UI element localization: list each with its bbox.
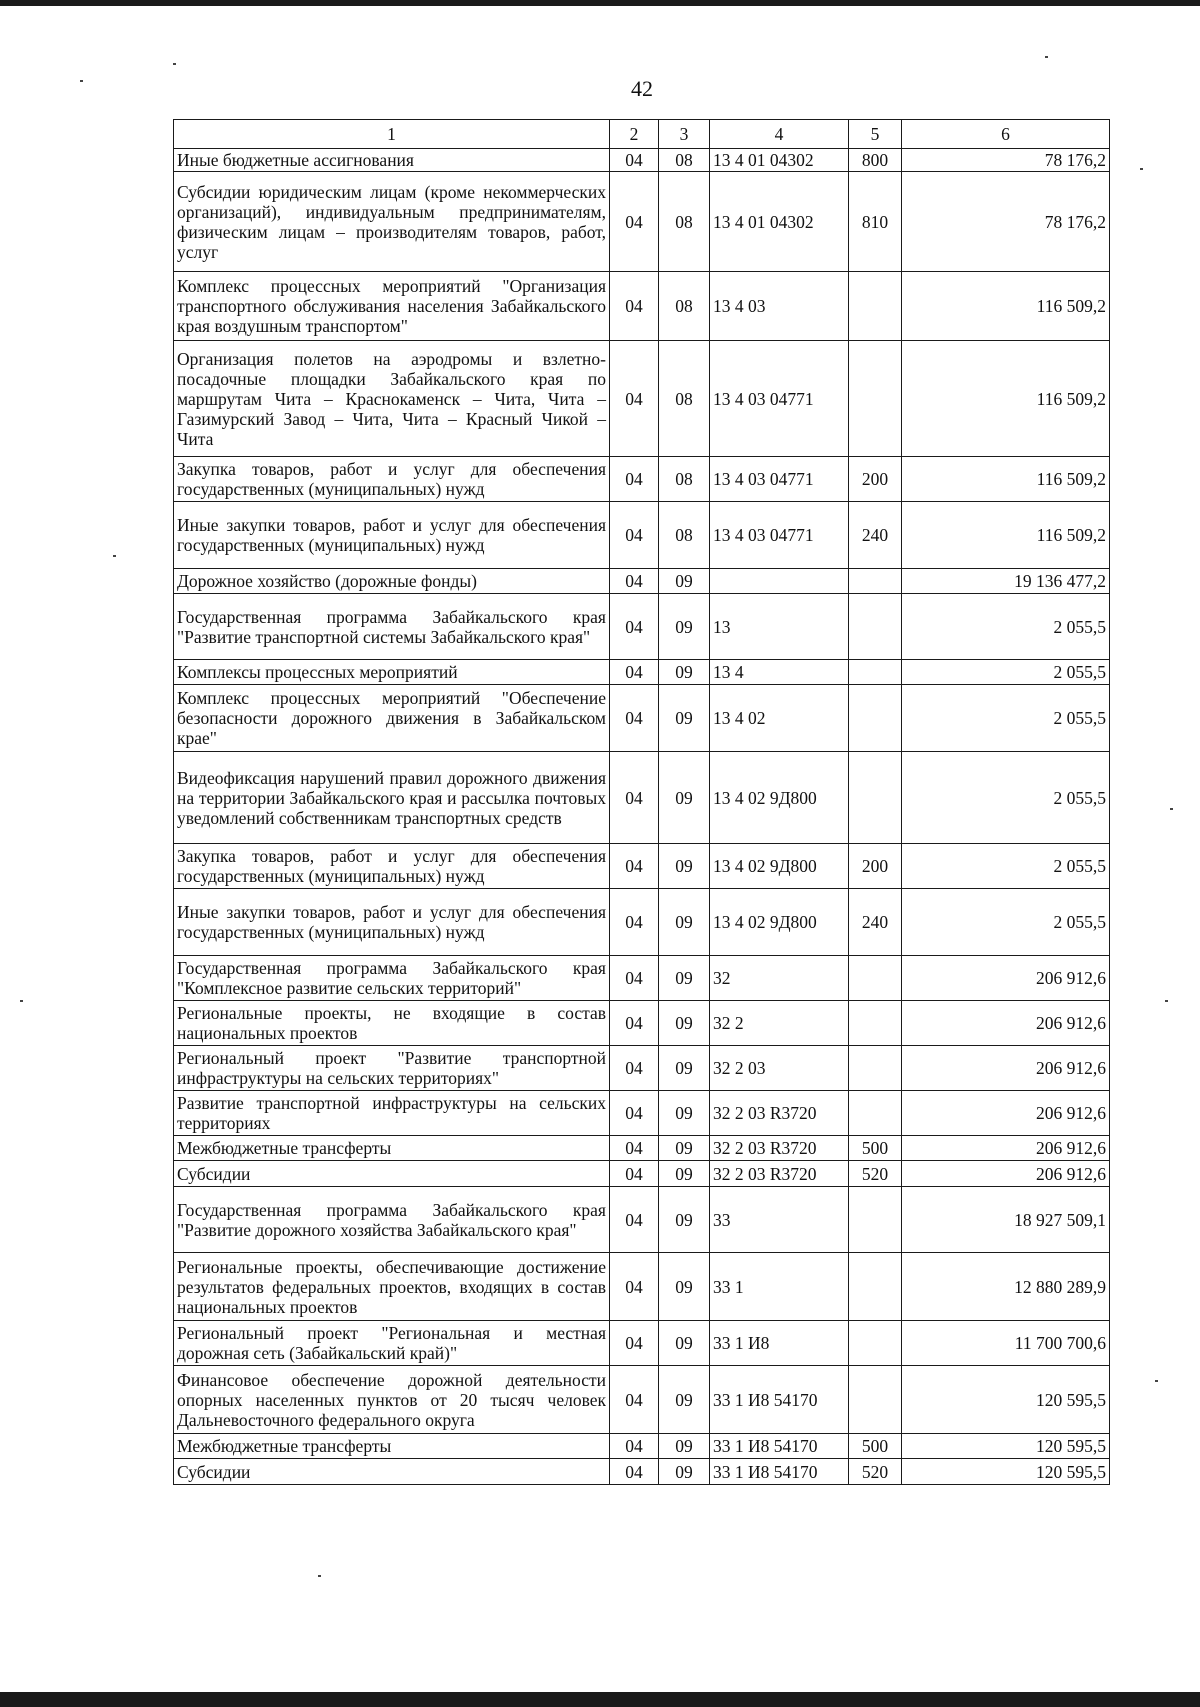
row-expense-type [849,752,902,844]
row-expense-type: 200 [849,844,902,889]
row-amount: 12 880 289,9 [902,1253,1110,1321]
row-subsection: 08 [659,149,710,172]
row-subsection: 09 [659,1434,710,1459]
row-subsection: 09 [659,1253,710,1321]
budget-table-body [174,120,1110,1485]
row-name: Иные закупки товаров, работ и услуг для обеспечения государственных (муниципальных) нужд [174,502,610,569]
table-row [174,752,1110,844]
row-amount: 206 912,6 [902,1046,1110,1091]
row-subsection: 08 [659,172,710,272]
page-number: 42 [631,76,653,101]
table-row [174,685,1110,752]
scan-speck [1170,808,1173,810]
row-amount: 11 700 700,6 [902,1321,1110,1366]
row-amount: 116 509,2 [902,341,1110,457]
row-expense-type: 240 [849,889,902,956]
row-target-article: 32 2 03 [710,1046,849,1091]
row-target-article: 32 2 03 R3720 [710,1161,849,1187]
row-section: 04 [610,457,659,502]
table-row [174,1046,1110,1091]
table-row [174,1001,1110,1046]
row-name: Видеофиксация нарушений правил дорожного движения на территории Забайкальского края и рассылка почтовых уведомлений собственникам транспортных средств [174,752,610,844]
row-subsection: 09 [659,569,710,594]
table-row [174,844,1110,889]
row-section: 04 [610,594,659,660]
row-name: Развитие транспортной инфраструктуры на сельских территориях [174,1091,610,1136]
row-amount: 120 595,5 [902,1366,1110,1434]
scan-border-top [0,0,1200,6]
row-subsection: 09 [659,1187,710,1253]
row-target-article: 13 4 [710,660,849,685]
row-target-article: 13 4 03 04771 [710,502,849,569]
row-subsection: 09 [659,956,710,1001]
header-col-1: 1 [174,120,610,149]
row-target-article: 13 4 03 04771 [710,457,849,502]
row-subsection: 08 [659,341,710,457]
row-target-article: 32 2 03 R3720 [710,1091,849,1136]
row-name: Дорожное хозяйство (дорожные фонды) [174,569,610,594]
row-subsection: 09 [659,1046,710,1091]
row-section: 04 [610,889,659,956]
table-row [174,660,1110,685]
row-section: 04 [610,844,659,889]
row-name: Иные бюджетные ассигнования [174,149,610,172]
row-subsection: 09 [659,1161,710,1187]
row-target-article: 13 4 01 04302 [710,172,849,272]
row-target-article: 33 1 [710,1253,849,1321]
row-section: 04 [610,1187,659,1253]
row-target-article: 32 [710,956,849,1001]
row-target-article: 13 4 02 9Д800 [710,889,849,956]
row-expense-type: 520 [849,1459,902,1485]
row-target-article: 33 1 И8 54170 [710,1366,849,1434]
row-amount: 2 055,5 [902,660,1110,685]
scan-speck [1155,1380,1158,1382]
budget-table [173,119,1110,1485]
row-name: Организация полетов на аэродромы и взлетно-посадочные площадки Забайкальского края по маршрутам Чита – Краснокаменск – Чита, Чита – Газимурский Завод – Чита, Чита – Красный Чикой – Чита [174,341,610,457]
table-row [174,1091,1110,1136]
row-target-article: 13 4 02 9Д800 [710,752,849,844]
table-row [174,1161,1110,1187]
row-expense-type: 240 [849,502,902,569]
row-expense-type [849,272,902,341]
row-section: 04 [610,660,659,685]
row-section: 04 [610,1366,659,1434]
row-section: 04 [610,685,659,752]
scan-speck [80,80,83,82]
row-section: 04 [610,1136,659,1161]
row-expense-type [849,594,902,660]
row-amount: 206 912,6 [902,1161,1110,1187]
row-section: 04 [610,272,659,341]
row-expense-type [849,569,902,594]
row-amount: 2 055,5 [902,594,1110,660]
table-row [174,172,1110,272]
row-section: 04 [610,341,659,457]
row-expense-type [849,1366,902,1434]
scan-speck [1165,1000,1168,1002]
table-row [174,502,1110,569]
table-row [174,1321,1110,1366]
row-amount: 120 595,5 [902,1434,1110,1459]
scan-speck [20,1000,23,1002]
scan-speck [1045,56,1048,58]
row-section: 04 [610,752,659,844]
row-section: 04 [610,569,659,594]
row-amount: 2 055,5 [902,844,1110,889]
row-subsection: 08 [659,272,710,341]
row-target-article: 13 4 03 04771 [710,341,849,457]
row-amount: 206 912,6 [902,1136,1110,1161]
row-expense-type: 500 [849,1136,902,1161]
row-subsection: 09 [659,1136,710,1161]
table-row [174,341,1110,457]
row-expense-type: 500 [849,1434,902,1459]
scan-speck [318,1575,321,1577]
row-subsection: 09 [659,660,710,685]
row-subsection: 08 [659,502,710,569]
table-row [174,149,1110,172]
row-name: Комплекс процессных мероприятий "Обеспечение безопасности дорожного движения в Забайкальском крае" [174,685,610,752]
row-subsection: 09 [659,752,710,844]
row-subsection: 08 [659,457,710,502]
row-section: 04 [610,1091,659,1136]
row-subsection: 09 [659,1091,710,1136]
row-target-article: 13 4 01 04302 [710,149,849,172]
row-name: Иные закупки товаров, работ и услуг для обеспечения государственных (муниципальных) нужд [174,889,610,956]
row-amount: 2 055,5 [902,685,1110,752]
row-subsection: 09 [659,1321,710,1366]
row-expense-type [849,1001,902,1046]
row-amount: 116 509,2 [902,457,1110,502]
row-section: 04 [610,502,659,569]
row-subsection: 09 [659,844,710,889]
row-name: Региональный проект "Развитие транспортной инфраструктуры на сельских территориях" [174,1046,610,1091]
row-section: 04 [610,149,659,172]
row-name: Комплексы процессных мероприятий [174,660,610,685]
row-section: 04 [610,172,659,272]
table-row [174,956,1110,1001]
table-row [174,1253,1110,1321]
row-target-article: 32 2 03 R3720 [710,1136,849,1161]
table-row [174,1187,1110,1253]
row-amount: 18 927 509,1 [902,1187,1110,1253]
row-name: Комплекс процессных мероприятий "Организация транспортного обслуживания населения Забайкальского края воздушным транспортом" [174,272,610,341]
row-name: Государственная программа Забайкальского края "Комплексное развитие сельских территорий" [174,956,610,1001]
header-col-4: 4 [710,120,849,149]
row-expense-type [849,341,902,457]
row-name: Региональные проекты, не входящие в состав национальных проектов [174,1001,610,1046]
row-amount: 120 595,5 [902,1459,1110,1485]
row-expense-type: 520 [849,1161,902,1187]
row-target-article: 33 1 И8 [710,1321,849,1366]
row-expense-type [849,685,902,752]
table-header-row [174,120,1110,149]
row-expense-type [849,660,902,685]
row-target-article: 33 1 И8 54170 [710,1434,849,1459]
table-row [174,457,1110,502]
row-amount: 19 136 477,2 [902,569,1110,594]
row-subsection: 09 [659,1366,710,1434]
row-subsection: 09 [659,1001,710,1046]
header-col-6: 6 [902,120,1110,149]
scan-speck [173,63,176,65]
row-section: 04 [610,1321,659,1366]
row-expense-type: 810 [849,172,902,272]
row-expense-type [849,1253,902,1321]
row-target-article [710,569,849,594]
row-name: Межбюджетные трансферты [174,1136,610,1161]
table-row [174,889,1110,956]
row-section: 04 [610,1001,659,1046]
header-col-5: 5 [849,120,902,149]
row-name: Региональный проект "Региональная и местная дорожная сеть (Забайкальский край)" [174,1321,610,1366]
row-target-article: 33 [710,1187,849,1253]
row-expense-type [849,1046,902,1091]
row-name: Субсидии [174,1459,610,1485]
row-target-article: 13 [710,594,849,660]
header-col-3: 3 [659,120,710,149]
row-expense-type [849,956,902,1001]
row-expense-type [849,1091,902,1136]
table-row [174,569,1110,594]
row-name: Государственная программа Забайкальского края "Развитие транспортной системы Забайкальского края" [174,594,610,660]
table-row [174,1459,1110,1485]
row-amount: 116 509,2 [902,272,1110,341]
row-expense-type: 800 [849,149,902,172]
row-name: Закупка товаров, работ и услуг для обеспечения государственных (муниципальных) нужд [174,844,610,889]
scan-speck [113,555,116,557]
row-section: 04 [610,1253,659,1321]
header-col-2: 2 [610,120,659,149]
row-name: Субсидии юридическим лицам (кроме некоммерческих организаций), индивидуальным предпринимателям, физическим лицам – производителям товаров, работ, услуг [174,172,610,272]
row-name: Закупка товаров, работ и услуг для обеспечения государственных (муниципальных) нужд [174,457,610,502]
row-target-article: 32 2 [710,1001,849,1046]
scan-border-bottom [0,1692,1200,1707]
table-row [174,1366,1110,1434]
row-subsection: 09 [659,889,710,956]
row-amount: 2 055,5 [902,889,1110,956]
table-row [174,1434,1110,1459]
row-name: Финансовое обеспечение дорожной деятельности опорных населенных пунктов от 20 тысяч человек Дальневосточного федерального округа [174,1366,610,1434]
scan-speck [1140,168,1143,170]
row-subsection: 09 [659,1459,710,1485]
row-amount: 2 055,5 [902,752,1110,844]
row-name: Межбюджетные трансферты [174,1434,610,1459]
row-amount: 78 176,2 [902,172,1110,272]
row-section: 04 [610,1434,659,1459]
row-subsection: 09 [659,685,710,752]
row-section: 04 [610,1459,659,1485]
row-expense-type: 200 [849,457,902,502]
row-expense-type [849,1187,902,1253]
row-section: 04 [610,956,659,1001]
row-amount: 206 912,6 [902,1001,1110,1046]
row-expense-type [849,1321,902,1366]
row-section: 04 [610,1161,659,1187]
table-row [174,1136,1110,1161]
row-amount: 78 176,2 [902,149,1110,172]
row-name: Государственная программа Забайкальского края "Развитие дорожного хозяйства Забайкальского края" [174,1187,610,1253]
row-section: 04 [610,1046,659,1091]
row-amount: 206 912,6 [902,1091,1110,1136]
row-name: Региональные проекты, обеспечивающие достижение результатов федеральных проектов, входящих в состав национальных проектов [174,1253,610,1321]
table-row [174,594,1110,660]
row-target-article: 13 4 02 9Д800 [710,844,849,889]
row-name: Субсидии [174,1161,610,1187]
table-row [174,272,1110,341]
row-target-article: 33 1 И8 54170 [710,1459,849,1485]
row-target-article: 13 4 02 [710,685,849,752]
row-amount: 116 509,2 [902,502,1110,569]
row-amount: 206 912,6 [902,956,1110,1001]
row-target-article: 13 4 03 [710,272,849,341]
row-subsection: 09 [659,594,710,660]
